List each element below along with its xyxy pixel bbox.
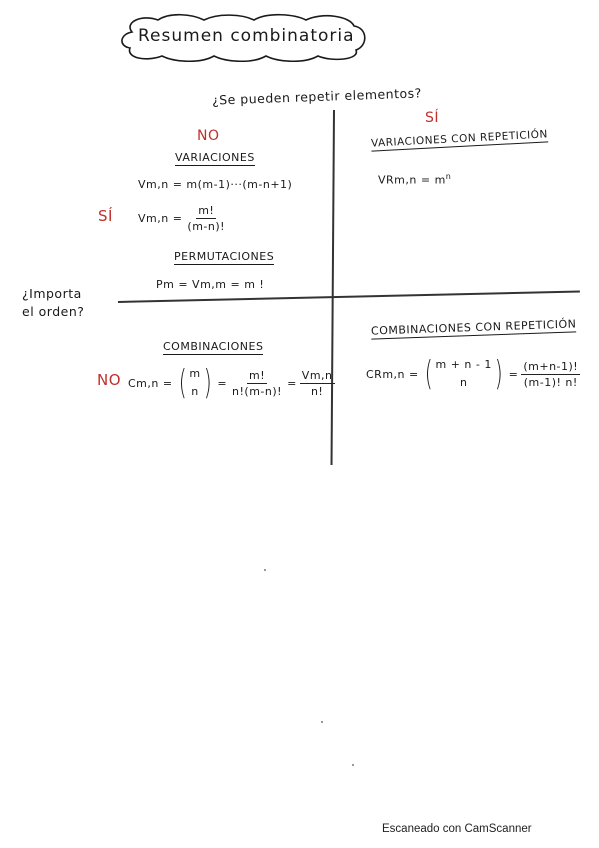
scan-speck <box>321 721 323 723</box>
formula-lhs: VRm,n = <box>378 173 431 187</box>
right-paren: ) <box>203 363 212 403</box>
fraction-numerator: m! <box>249 368 266 382</box>
label-si-top: SÍ <box>425 110 440 126</box>
fraction-numerator: (m+n-1)! <box>523 359 579 373</box>
equals-sign: = <box>217 376 228 390</box>
heading-combinaciones: COMBINACIONES <box>163 340 264 353</box>
formula-lhs: Vm,n = <box>138 178 183 191</box>
formula-base: m <box>434 173 446 187</box>
fraction <box>230 369 284 398</box>
binomial <box>176 365 215 401</box>
heading-permutaciones: PERMUTACIONES <box>174 250 275 263</box>
formula-lhs: Vm,n = <box>138 212 183 225</box>
binomial-top: m <box>189 367 201 380</box>
question-repeat: ¿Se pueden repetir elementos? <box>211 85 423 108</box>
formula-lhs: CRm,n = <box>366 367 419 381</box>
formula-permutaciones: Pm = Vm,m = m ! <box>156 278 265 291</box>
question-order-line1: ¿Importa <box>22 286 82 301</box>
equals-sign: = <box>287 376 297 390</box>
formula-variaciones-repeticion <box>378 172 451 187</box>
label-no-left: NO <box>97 371 122 389</box>
binomial-bottom: n <box>459 376 468 389</box>
fraction-numerator: m! <box>198 204 215 217</box>
horizontal-divider <box>118 291 580 303</box>
fraction-denominator: (m-1)! n! <box>523 375 578 389</box>
formula-variaciones-product <box>138 178 292 191</box>
heading-variaciones-repeticion: VARIACIONES CON REPETICIÓN <box>370 128 549 150</box>
label-si-left: SÍ <box>98 207 113 225</box>
binomial-stack <box>189 365 200 401</box>
fraction-denominator: n!(m-n)! <box>232 384 283 398</box>
formula-rhs: m(m-1)···(m-n+1) <box>186 178 293 191</box>
binomial-stack <box>436 356 492 392</box>
equals-sign: = <box>508 367 519 381</box>
right-paren: ) <box>494 354 503 394</box>
label-no-top: NO <box>197 128 220 144</box>
scanner-watermark: Escaneado con CamScanner <box>382 823 532 835</box>
fraction <box>521 360 580 389</box>
binomial <box>422 356 506 392</box>
formula-combinaciones-repeticion <box>366 356 580 392</box>
heading-variaciones: VARIACIONES <box>175 151 255 164</box>
formula-variaciones-factorial <box>138 204 227 233</box>
scan-speck <box>264 569 266 571</box>
scan-speck <box>352 764 354 766</box>
page-title: Resumen combinatoria <box>138 26 355 46</box>
fraction-denominator: (m-n)! <box>187 220 226 233</box>
fraction-numerator: Vm,n <box>301 368 333 382</box>
left-paren: ( <box>178 363 187 403</box>
formula-lhs: Cm,n = <box>128 376 173 390</box>
binomial-bottom: n <box>191 385 199 398</box>
formula-exponent: n <box>445 172 452 181</box>
question-order-line2: el orden? <box>22 304 85 319</box>
binomial-top: m + n - 1 <box>435 358 492 371</box>
vertical-divider <box>331 110 335 465</box>
fraction-denominator: n! <box>310 384 324 398</box>
fraction <box>300 369 335 398</box>
left-paren: ( <box>424 354 433 394</box>
heading-combinaciones-repeticion: COMBINACIONES CON REPETICIÓN <box>370 317 577 338</box>
formula-combinaciones <box>128 365 335 401</box>
fraction <box>185 204 227 233</box>
